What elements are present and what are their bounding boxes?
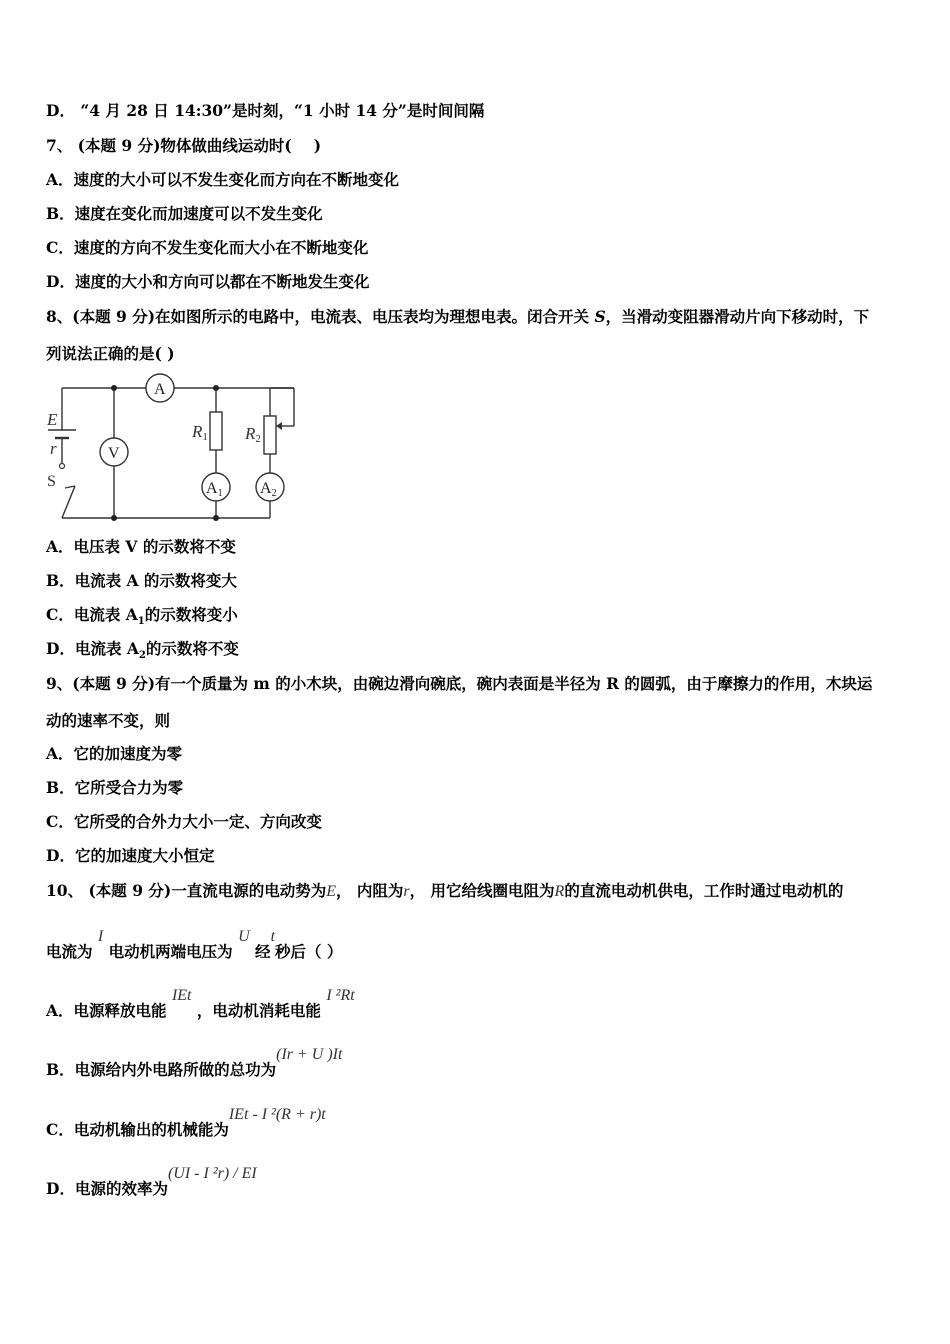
q10-option-a-formula2: I ²Rt	[326, 987, 355, 1004]
q10-time-symbol: t	[270, 928, 276, 945]
junction-dot	[213, 385, 219, 391]
q9-option-a: A．它的加速度为零	[46, 744, 183, 763]
q10-option-d	[46, 1165, 257, 1200]
resistor-r1-letter: R	[192, 422, 203, 441]
q10-option-a	[46, 987, 355, 1022]
q8-stem-a: 8、(本题 9 分)在如图所示的电路中，电流表、电压表均为理想电表。闭合开关	[46, 307, 595, 326]
q10-stem-g: 经	[255, 942, 271, 961]
q8-option-d	[46, 639, 239, 662]
q7-stem-text: 7、 (本题 9 分)物体做曲线运动时(	[46, 136, 292, 155]
resistor-r2-label	[244, 424, 261, 445]
emf-label: E	[47, 410, 58, 429]
q10-option-d-text: D．电源的效率为	[46, 1179, 168, 1198]
q8-option-d-subscript: 2	[138, 650, 146, 661]
q9-option-b: B．它所受合力为零	[46, 778, 184, 797]
switch-contact-icon	[60, 464, 65, 469]
q7-option-c: C．速度的方向不发生变化而大小在不断地变化	[46, 238, 369, 257]
q10-stem-h: 秒后（ ）	[275, 942, 343, 961]
q7-option-a: A．速度的大小可以不发生变化而方向在不断地变化	[46, 170, 400, 189]
resistor-r2	[264, 416, 276, 454]
q10-voltage-symbol: U	[238, 928, 250, 945]
q10-option-a-formula1: IEt	[171, 987, 192, 1004]
q10-option-d-formula: (UI - I ²r) / EI	[167, 1165, 257, 1182]
junction-dot	[111, 385, 117, 391]
ammeter-a2-subscript: 2	[271, 488, 277, 499]
q8-option-c-text: C．电流表 A	[46, 605, 138, 624]
q6-option-d: D． “4 月 28 日 14:30”是时刻，“1 小时 14 分”是时间间隔	[46, 101, 485, 120]
q10-current-symbol: I	[97, 928, 104, 945]
q8-option-d-text: D．电流表 A	[46, 639, 139, 658]
resistor-r1-label	[191, 422, 208, 443]
ammeter-a1-letter: A	[206, 480, 218, 497]
resistor-r2-subscript: 2	[255, 433, 261, 445]
q8-option-b: B．电流表 A 的示数将变大	[46, 571, 237, 590]
q8-stem-switch: S	[594, 307, 606, 326]
q10-option-b-formula: (Ir + U )It	[276, 1046, 343, 1063]
q7-option-b: B．速度在变化而加速度可以不发生变化	[46, 204, 323, 223]
q8-stem-line1	[46, 307, 869, 327]
q10-stem-d: 的直流电动机供电，工作时通过电动机的	[564, 881, 844, 900]
rheostat-slider-arrow	[276, 422, 282, 430]
q10-stem-b: ， 内阻为	[336, 881, 404, 900]
q8-option-c	[46, 605, 238, 628]
q10-option-a-text: A．电源释放电能	[46, 1001, 167, 1020]
q10-stem-e: 电流为	[46, 942, 93, 961]
q9-option-d: D．它的加速度大小恒定	[46, 846, 215, 865]
q9-option-c: C．它所受的合外力大小一定、方向改变	[46, 812, 322, 831]
q10-option-b-text: B．电源给内外电路所做的总功为	[46, 1060, 277, 1079]
q10-option-c-formula: IEt - I ²(R + r)t	[228, 1106, 326, 1123]
q10-coil-r-symbol: R	[554, 883, 565, 900]
switch-label: S	[47, 473, 56, 490]
q10-option-c-text: C．电动机输出的机械能为	[46, 1120, 229, 1139]
q7-stem	[46, 136, 321, 156]
junction-dot	[213, 515, 219, 521]
q10-stem-a: 10、 (本题 9 分)一直流电源的电动势为	[46, 881, 327, 900]
q9-stem-line1: 9、(本题 9 分)有一个质量为 m 的小木块，由碗边滑向碗底，碗内表面是半径为 R 的圆弧，由于摩擦力的作用，木块运	[46, 674, 873, 693]
q7-stem-close: )	[313, 136, 322, 155]
q10-option-a-text2: ，电动机消耗电能	[196, 1001, 321, 1020]
resistor-r1	[210, 412, 222, 450]
q8-option-c-subscript: 1	[137, 616, 145, 627]
q8-option-a: A．电压表 V 的示数将不变	[46, 537, 236, 556]
q8-option-d-tail: 的示数将不变	[145, 639, 239, 658]
q10-stem-line1	[46, 881, 843, 902]
resistor-r2-letter: R	[245, 424, 256, 443]
q8-stem-c: ，当滑动变阻器滑动片向下移动时，下	[605, 307, 870, 326]
voltmeter-label: V	[108, 445, 120, 462]
q9-stem-line2: 动的速率不变，则	[46, 711, 171, 730]
q7-option-d: D．速度的大小和方向可以都在不断地发生变化	[46, 272, 370, 291]
ammeter-a2-letter: A	[260, 480, 272, 497]
q10-stem-c: ， 用它给线圈电阻为	[409, 881, 555, 900]
q10-internal-r-symbol: r	[403, 883, 410, 900]
resistor-r1-subscript: 1	[202, 431, 208, 443]
ammeter-a1-subscript: 1	[217, 488, 223, 499]
q10-emf-symbol: E	[326, 883, 336, 900]
circuit-diagram	[42, 372, 304, 524]
junction-dot	[111, 515, 117, 521]
q10-option-b	[46, 1046, 343, 1081]
q8-stem-line2: 列说法正确的是( )	[46, 344, 175, 363]
ammeter-a-label: A	[154, 381, 166, 398]
q10-stem-f: 电动机两端电压为	[108, 942, 233, 961]
q10-stem-line2	[46, 928, 343, 963]
q10-option-c	[46, 1106, 326, 1141]
q8-option-c-tail: 的示数将变小	[144, 605, 238, 624]
internal-resistance-label: r	[50, 439, 57, 458]
